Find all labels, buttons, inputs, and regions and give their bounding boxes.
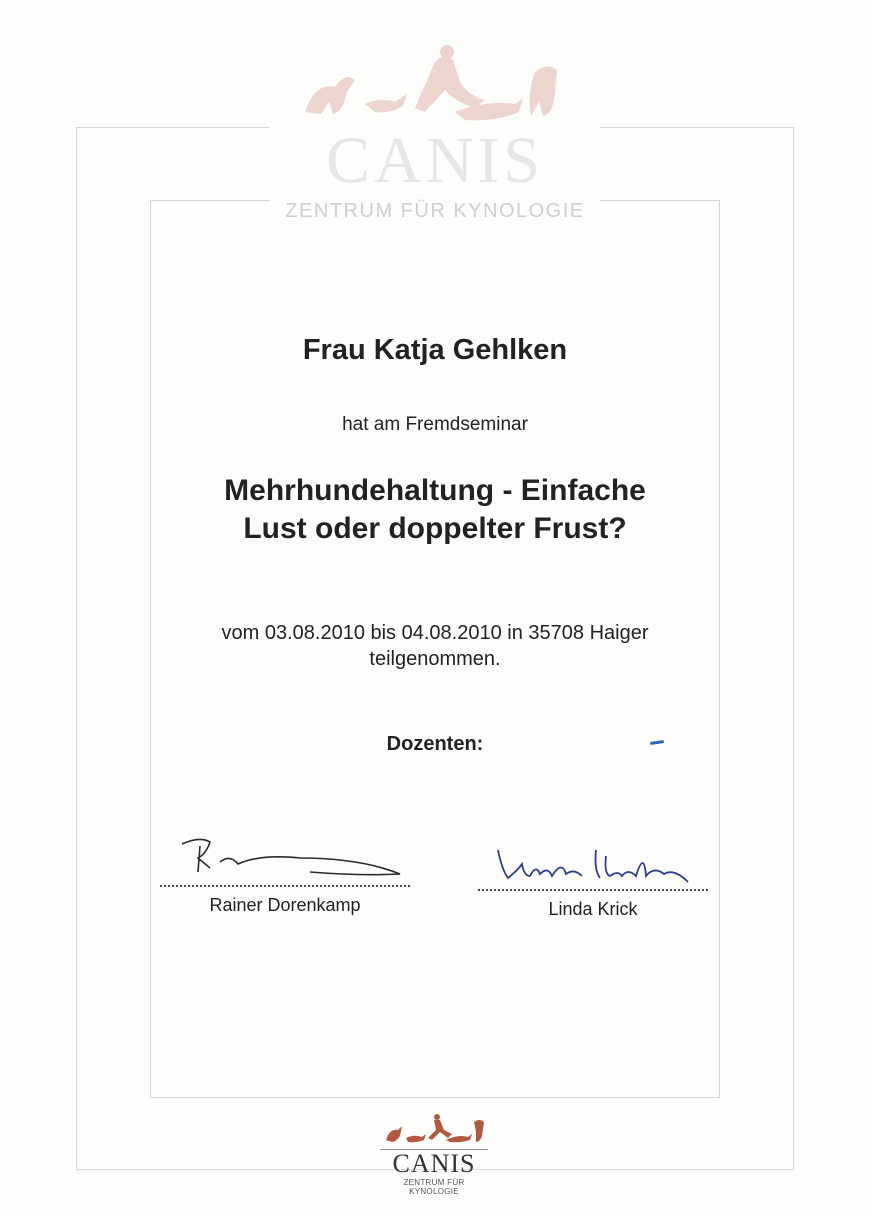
header-brand-name: CANIS <box>325 124 545 197</box>
recipient-name: Frau Katja Gehlken <box>302 334 568 366</box>
signature-right-icon <box>478 840 708 884</box>
header-brand-subtitle: ZENTRUM FÜR KYNOLOGIE <box>285 200 585 222</box>
signature-line-left <box>160 885 410 887</box>
intro-text: hat am Fremdseminar <box>342 414 528 435</box>
lecturers-heading: Dozenten: <box>386 733 484 755</box>
seminar-title <box>150 472 720 548</box>
signature-block-right <box>478 840 708 920</box>
signature-name-right: Linda Krick <box>548 899 638 919</box>
signature-block-left <box>160 832 410 916</box>
details-line-2: teilgenommen. <box>369 648 501 670</box>
header-logo <box>270 42 600 252</box>
signature-line-right <box>478 889 708 891</box>
details-line-1: vom 03.08.2010 bis 04.08.2010 in 35708 Haiger <box>221 622 649 644</box>
seminar-title-line-2: Lust oder doppelter Frust? <box>243 512 627 545</box>
footer-brand-subtitle: ZENTRUM FÜR KYNOLOGIE <box>403 1178 465 1196</box>
seminar-title-line-1: Mehrhundehaltung - Einfache <box>224 474 646 507</box>
signature-left-icon <box>160 832 410 880</box>
signature-name-left: Rainer Dorenkamp <box>209 895 361 915</box>
dogs-runner-emblem-icon <box>285 42 585 132</box>
footer-logo <box>380 1112 488 1196</box>
footer-dogs-emblem-icon <box>380 1112 488 1144</box>
seminar-details <box>150 620 720 672</box>
footer-brand-name: CANIS <box>380 1149 488 1176</box>
